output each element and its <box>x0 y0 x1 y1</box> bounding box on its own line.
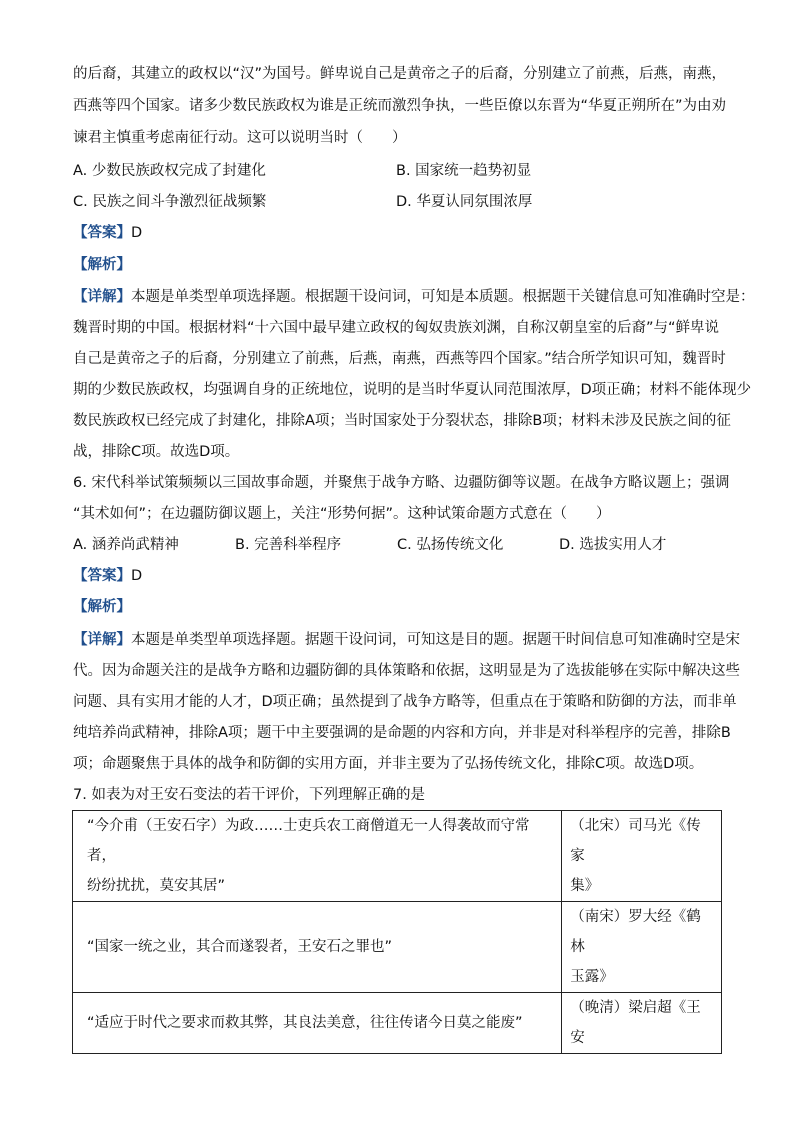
table-row <box>73 902 722 993</box>
q5-detail-line-4: 期的少数民族政权，均强调自身的正统地位，说明的是当时华夏认同范围浓厚，D项正确；材料不能体现少 <box>73 382 752 398</box>
q6-answer <box>73 566 142 586</box>
source-line: （南宋）罗大经《鹤林 <box>570 909 701 955</box>
answer-tag: 【答案】 <box>73 225 131 241</box>
q5-detail-line-3: 自己是黄帝之子的后裔，分别建立了前燕，后燕，南燕，西燕等四个国家。”结合所学知识可知，魏晋时 <box>73 351 726 367</box>
q5-option-b: B. 国家统一趋势初显 <box>396 163 532 179</box>
q5-answer <box>73 223 142 243</box>
q5-option-a: A. 少数民族政权完成了封建化 <box>73 163 266 179</box>
detail-tag: 【详解】 <box>73 289 131 305</box>
detail-text: 本题是单类型单项选择题。根据题干设问词，可知是本质题。根据题干关键信息可知准确时空是： <box>131 289 755 305</box>
answer-value: D <box>131 568 143 584</box>
q6-option-c: C. 弘扬传统文化 <box>397 537 504 553</box>
q5-detail-line-2: 魏晋时期的中国。根据材料“十六国中最早建立政权的匈奴贵族刘渊，自称汉朝皇室的后裔”与“鲜卑说 <box>73 320 720 336</box>
q6-option-b: B. 完善科举程序 <box>235 537 342 553</box>
quote-line: “适应于时代之要求而救其弊，其良法美意，往往传诸今日莫之能废” <box>87 1015 523 1031</box>
source-line: （晚清）梁启超《王安 <box>570 1000 701 1046</box>
source-line: 集》 <box>570 878 600 894</box>
source-cell <box>562 811 722 902</box>
quote-line: “国家一统之业，其合而遂裂者，王安石之罪也” <box>87 939 393 955</box>
q5-analysis <box>73 255 131 275</box>
q6-detail-line-2: 代。因为命题关注的是战争方略和边疆防御的具体策略和依据，这明显是为了选拔能够在实际中解决这些 <box>73 663 740 679</box>
quote-cell <box>73 902 562 993</box>
detail-tag: 【详解】 <box>73 632 131 648</box>
table-row <box>73 811 722 902</box>
detail-text: 本题是单类型单项选择题。据题干设问词，可知这是目的题。据题干时间信息可知准确时空是宋 <box>131 632 740 648</box>
quote-cell <box>73 993 562 1054</box>
quote-line: “今介甫（王安石字）为政……士吏兵农工商僧道无一人得袭故而守常者， <box>87 818 530 864</box>
evaluation-table <box>72 810 722 1054</box>
q5-stem-line-1: 的后裔，其建立的政权以“汉”为国号。鲜卑说自己是黄帝之子的后裔，分别建立了前燕，后燕，南燕， <box>73 66 727 82</box>
source-line: （北宋）司马光《传家 <box>570 818 701 864</box>
source-cell <box>562 993 722 1054</box>
q5-stem-line-3: 谏君主慎重考虑南征行动。这可以说明当时（ ） <box>73 130 407 146</box>
q5-detail-line-1 <box>73 287 755 307</box>
q5-detail-line-5: 数民族政权已经完成了封建化，排除A项；当时国家处于分裂状态，排除B项；材料未涉及民族之间的征 <box>73 413 731 429</box>
analysis-tag: 【解析】 <box>73 599 131 615</box>
answer-value: D <box>131 225 143 241</box>
q6-detail-line-5: 项；命题聚焦于具体的战争和防御的实用方面，并非主要为了弘扬传统文化，排除C项。故选D项。 <box>73 756 704 772</box>
q6-option-a: A. 涵养尚武精神 <box>73 537 179 553</box>
source-line: 玉露》 <box>570 969 614 985</box>
q5-option-c: C. 民族之间斗争激烈征战频繁 <box>73 194 267 210</box>
q5-option-d: D. 华夏认同氛围浓厚 <box>396 194 533 210</box>
q5-stem-line-2: 西燕等四个国家。诸多少数民族政权为谁是正统而激烈争执，一些臣僚以东晋为“华夏正朔所在”为由劝 <box>73 98 727 114</box>
q6-detail-line-4: 纯培养尚武精神，排除A项；题干中主要强调的是命题的内容和方向，并非是对科举程序的完善，排除B <box>73 725 731 741</box>
q7-stem: 7. 如表为对王安石变法的若干评价，下列理解正确的是 <box>73 787 425 803</box>
q5-detail-line-6: 战，排除C项。故选D项。 <box>73 444 240 460</box>
quote-line: 纷纷扰扰，莫安其居” <box>87 878 226 894</box>
table-row <box>73 993 722 1054</box>
answer-tag: 【答案】 <box>73 568 131 584</box>
q6-stem-line-2: “其术如何”；在边疆防御议题上，关注“形势何据”。这种试策命题方式意在（ ） <box>73 506 611 522</box>
q6-detail-line-3: 问题、具有实用才能的人才，D项正确；虽然提到了战争方略等，但重点在于策略和防御的方法，而非单 <box>73 694 737 710</box>
source-cell <box>562 902 722 993</box>
q6-detail-line-1 <box>73 630 740 650</box>
quote-cell <box>73 811 562 902</box>
analysis-tag: 【解析】 <box>73 257 131 273</box>
q6-option-d: D. 选拔实用人才 <box>559 537 667 553</box>
q6-analysis <box>73 597 131 617</box>
q6-stem-line-1: 6. 宋代科举试策频频以三国故事命题，并聚焦于战争方略、边疆防御等议题。在战争方略议题上；强调 <box>73 475 730 491</box>
